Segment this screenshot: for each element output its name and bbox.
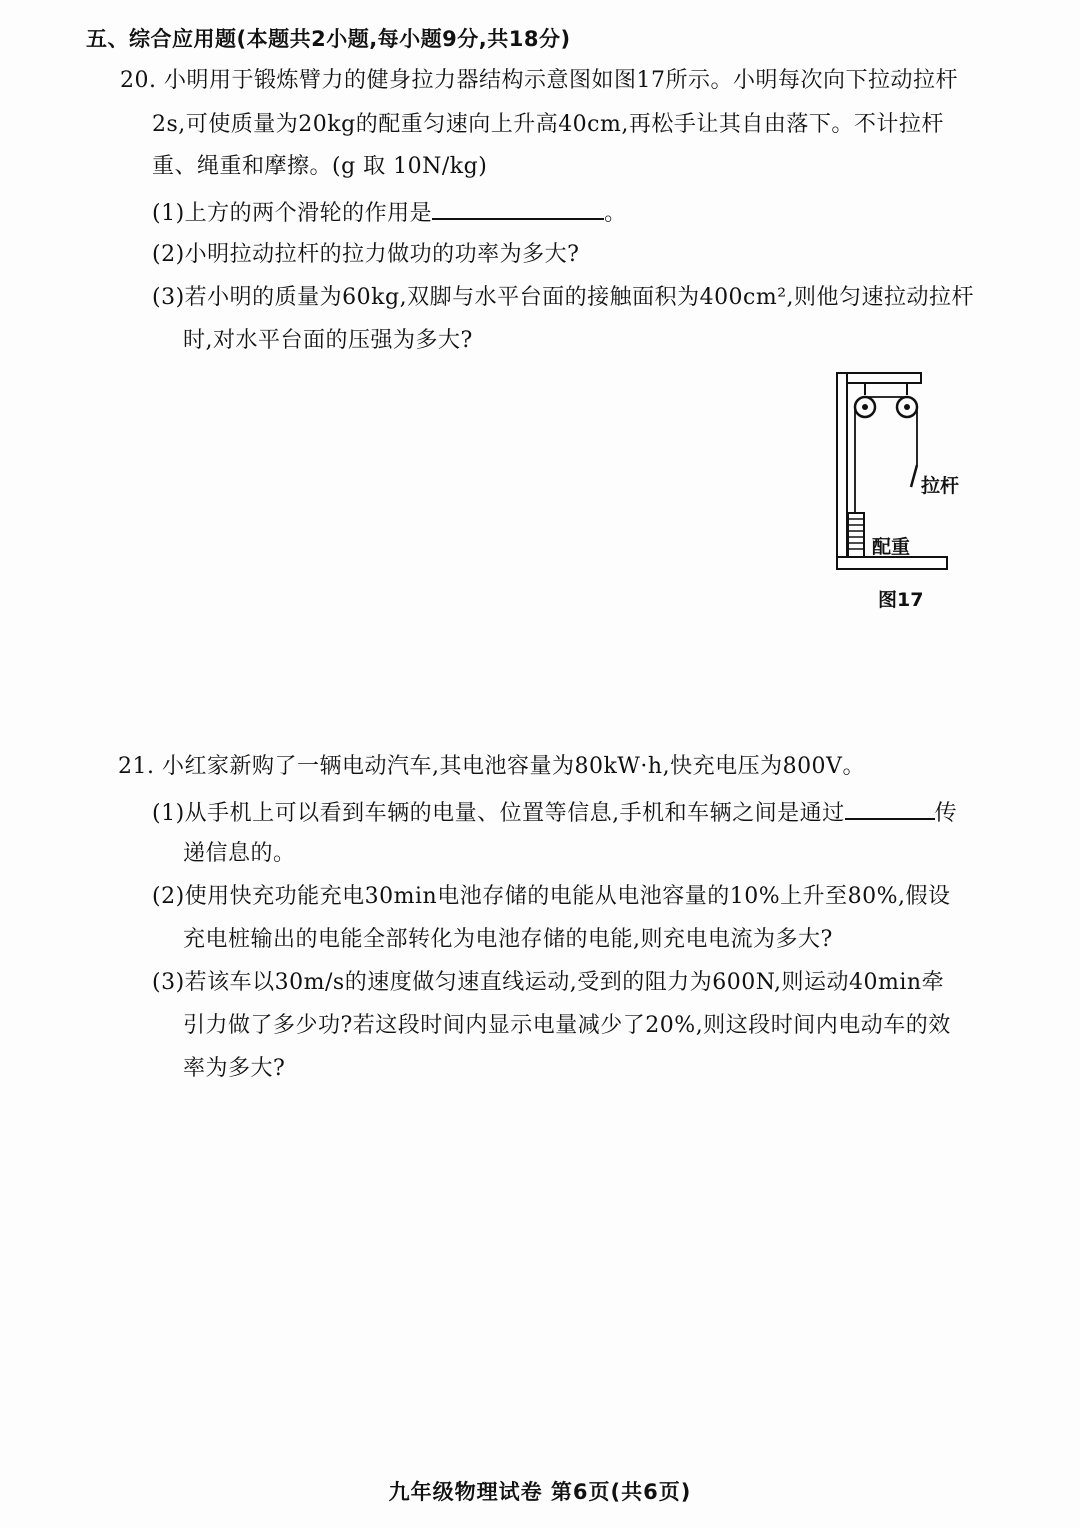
label-pull-lever: 拉杆 bbox=[921, 475, 960, 497]
answer-blank[interactable] bbox=[845, 796, 935, 820]
figure-17 bbox=[825, 365, 965, 615]
question-20-part-3-line-1: (3)若小明的质量为60kg,双脚与水平台面的接触面积为400cm²,则他匀速拉动拉杆 bbox=[152, 285, 975, 310]
question-20-line-2: 2s,可使质量为20kg的配重匀速向上升高40cm,再松手让其自由落下。不计拉杆 bbox=[152, 112, 944, 137]
question-20-line-3: 重、绳重和摩擦。(g 取 10N/kg) bbox=[152, 154, 488, 179]
question-21-line-1: 21. 小红家新购了一辆电动汽车,其电池容量为80kW·h,快充电压为800V。 bbox=[118, 754, 865, 779]
top-beam bbox=[837, 373, 921, 383]
section-heading: 五、综合应用题(本题共2小题,每小题9分,共18分) bbox=[86, 27, 571, 51]
label-counterweight: 配重 bbox=[872, 536, 911, 558]
page-footer: 九年级物理试卷 第6页(共6页) bbox=[388, 1480, 692, 1504]
question-21-part-2-line-2: 充电桩输出的电能全部转化为电池存储的电能,则充电电流为多大? bbox=[183, 927, 833, 952]
question-21-part-1 bbox=[152, 796, 957, 829]
counterweight bbox=[848, 513, 864, 557]
answer-blank[interactable] bbox=[432, 196, 604, 220]
question-20-part-2: (2)小明拉动拉杆的拉力做功的功率为多大? bbox=[152, 242, 580, 267]
question-20-part-1-text: (1)上方的两个滑轮的作用是 bbox=[152, 201, 433, 226]
question-21-part-3-line-2: 引力做了多少功?若这段时间内显示电量减少了20%,则这段时间内电动车的效 bbox=[183, 1013, 951, 1038]
question-21-part-3-line-1: (3)若该车以30m/s的速度做匀速直线运动,受到的阻力为600N,则运动40min牵 bbox=[152, 970, 945, 995]
question-21-part-2-line-1: (2)使用快充功能充电30min电池存储的电能从电池容量的10%上升至80%,假设 bbox=[152, 884, 951, 909]
question-21-part-3-line-3: 率为多大? bbox=[183, 1056, 286, 1081]
question-21-part-1-line-2: 递信息的。 bbox=[183, 841, 296, 866]
pull-lever bbox=[911, 465, 917, 487]
question-20-part-3-line-2: 时,对水平台面的压强为多大? bbox=[183, 328, 473, 353]
vertical-post bbox=[837, 373, 847, 558]
figure-caption: 图17 bbox=[878, 589, 924, 611]
question-21-part-1-text: (1)从手机上可以看到车辆的电量、位置等信息,手机和车辆之间是通过 bbox=[152, 801, 845, 826]
question-21-part-1-end: 传 bbox=[934, 801, 958, 826]
question-20-part-1-period: 。 bbox=[604, 201, 627, 226]
question-20-line-1: 20. 小明用于锻炼臂力的健身拉力器结构示意图如图17所示。小明每次向下拉动拉杆 bbox=[120, 68, 958, 93]
question-20-part-1 bbox=[152, 196, 627, 229]
